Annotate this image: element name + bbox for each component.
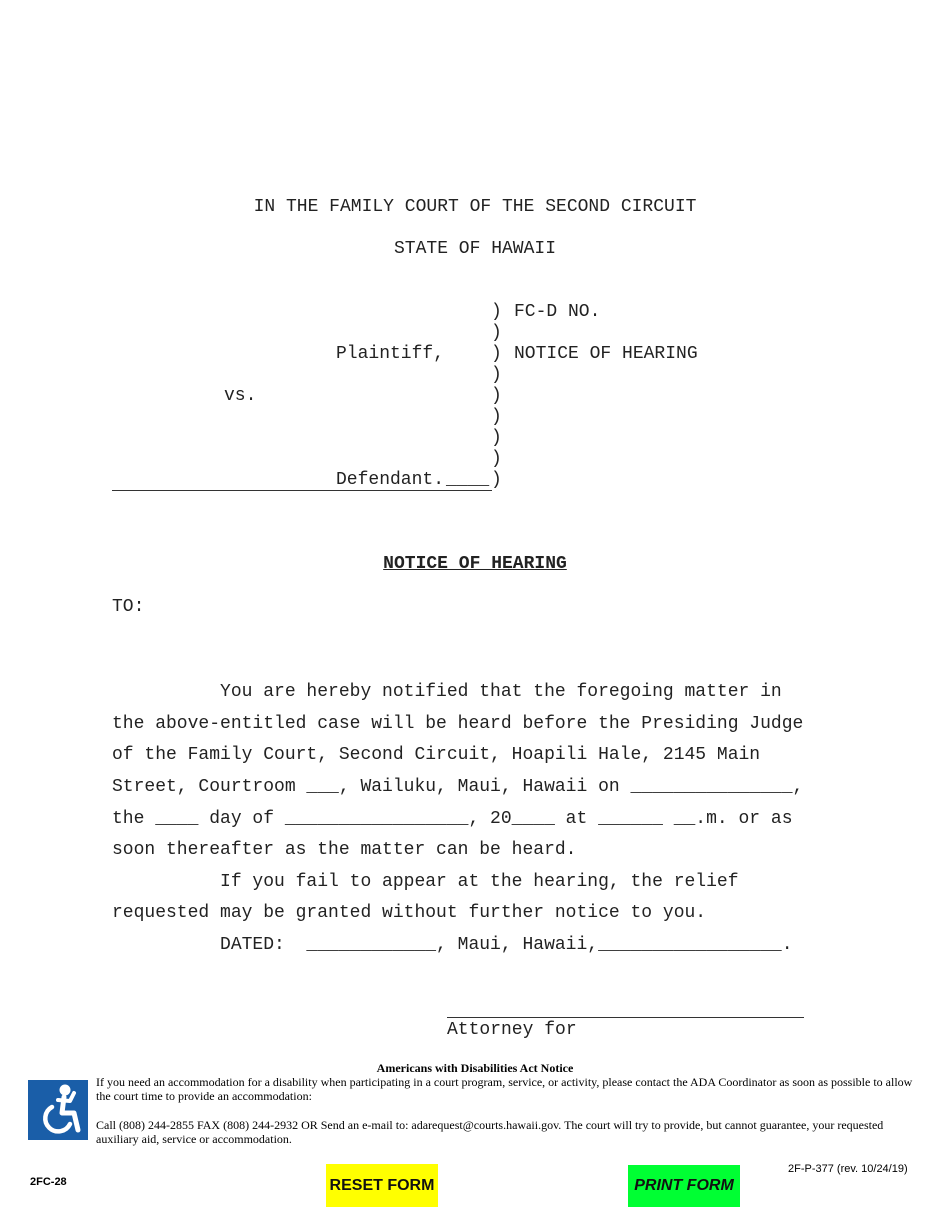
caption-paren: ) bbox=[491, 302, 502, 322]
body-line: requested may be granted without further notice to you. bbox=[112, 903, 707, 923]
caption-paren: ) bbox=[491, 344, 502, 364]
attorney-for-label: Attorney for bbox=[447, 1020, 577, 1040]
caption-paren: ) bbox=[491, 449, 502, 469]
case-number-label: FC-D NO. bbox=[514, 302, 601, 322]
plaintiff-label: Plaintiff, bbox=[336, 344, 445, 364]
body-line: If you fail to appear at the hearing, the relief bbox=[112, 872, 739, 892]
accessibility-icon bbox=[28, 1080, 88, 1140]
print-form-button[interactable]: PRINT FORM bbox=[628, 1165, 740, 1207]
dated-line[interactable]: DATED: ____________, Maui, Hawaii,_________________. bbox=[112, 935, 793, 955]
state-title: STATE OF HAWAII bbox=[393, 239, 557, 259]
ada-paragraph-contact: If you need an accommodation for a disability when participating in a court program, service, or activity, please contact the ADA Coordinator as soon as possible to allow the court time to provide an accommodation: bbox=[96, 1075, 913, 1103]
vs-label: vs. bbox=[224, 386, 257, 406]
caption-paren: ) bbox=[491, 470, 502, 490]
body-line-date-time[interactable]: the ____ day of _________________, 20____ at ______ __.m. or as bbox=[112, 809, 793, 829]
body-line-courtroom[interactable]: Street, Courtroom ___, Wailuku, Maui, Hawaii on _______________, bbox=[112, 777, 804, 797]
court-title: IN THE FAMILY COURT OF THE SECOND CIRCUIT bbox=[253, 197, 697, 217]
form-code: 2FC-28 bbox=[30, 1176, 67, 1188]
caption-paren: ) bbox=[491, 407, 502, 427]
body-line: soon thereafter as the matter can be heard. bbox=[112, 840, 577, 860]
body-line: You are hereby notified that the foregoing matter in bbox=[112, 682, 782, 702]
ada-paragraph-call: Call (808) 244-2855 FAX (808) 244-2932 OR Send an e-mail to: adarequest@courts.hawaii.gov. The court will try to provide, but cannot guarantee, your requested auxiliary aid, service or accommodation. bbox=[96, 1118, 884, 1146]
caption-paren: ) bbox=[491, 365, 502, 385]
body-line: of the Family Court, Second Circuit, Hoapili Hale, 2145 Main bbox=[112, 745, 761, 765]
caption-bottom-line bbox=[112, 490, 492, 491]
form-revision: 2F-P-377 (rev. 10/24/19) bbox=[788, 1163, 908, 1175]
caption-paren: ) bbox=[491, 428, 502, 448]
caption-paren: ) bbox=[491, 323, 502, 343]
ada-title: Americans with Disabilities Act Notice bbox=[376, 1061, 574, 1075]
defendant-label: Defendant. bbox=[336, 470, 445, 490]
caption-paren: ) bbox=[491, 386, 502, 406]
defendant-blank[interactable]: ____ bbox=[446, 470, 490, 490]
document-title: NOTICE OF HEARING bbox=[514, 344, 698, 364]
reset-form-button[interactable]: RESET FORM bbox=[326, 1164, 438, 1207]
to-label: TO: bbox=[112, 597, 145, 617]
notice-heading: NOTICE OF HEARING bbox=[383, 554, 567, 574]
body-line: the above-entitled case will be heard before the Presiding Judge bbox=[112, 714, 804, 734]
signature-line[interactable] bbox=[447, 1017, 804, 1018]
